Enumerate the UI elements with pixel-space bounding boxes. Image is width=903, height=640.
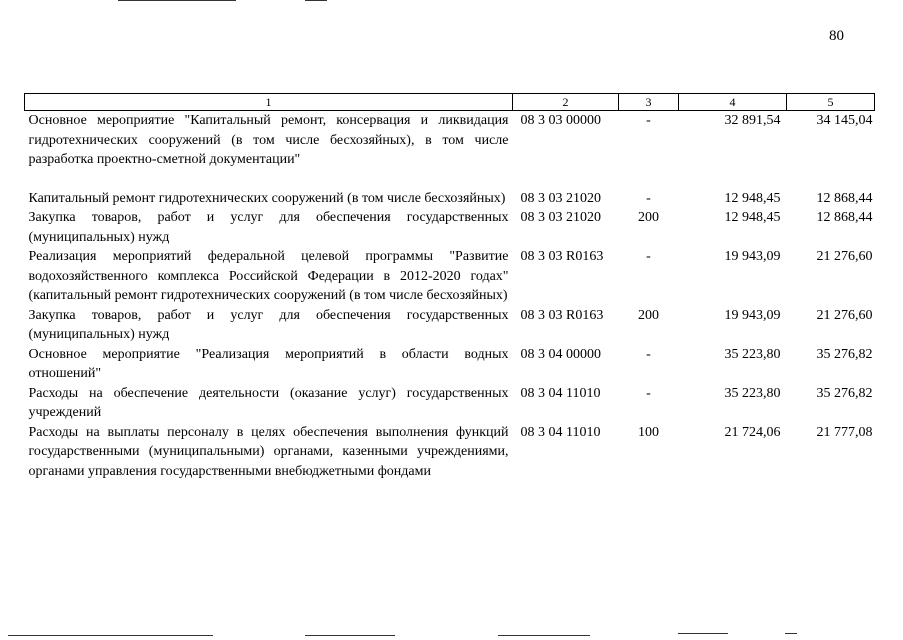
row-name: Основное мероприятие "Реализация мероприятий в области водных отношений": [28, 346, 509, 381]
header-col-1: 1: [25, 94, 513, 111]
row-value-2: 21 777,08: [816, 424, 873, 440]
row-code: 08 3 04 11010: [520, 385, 601, 401]
scan-artifact-line: [305, 0, 327, 1]
header-col-3: 3: [619, 94, 679, 111]
table-row: [25, 189, 875, 209]
row-value-2: 12 868,44: [816, 210, 873, 225]
table-row: [25, 247, 875, 306]
row-value-1: 19 943,09: [724, 307, 781, 323]
table-row: [25, 345, 875, 384]
row-value-1: 32 891,54: [724, 113, 781, 128]
header-col-5: 5: [787, 94, 875, 111]
budget-table: [24, 93, 875, 481]
row-type: 100: [638, 424, 659, 440]
table-row: [25, 423, 875, 482]
table-row: [25, 306, 875, 345]
row-value-1: 35 223,80: [724, 385, 781, 401]
row-type: -: [646, 385, 651, 401]
page-number: 80: [829, 28, 844, 44]
row-value-1: 12 948,45: [724, 190, 781, 206]
row-name: Закупка товаров, работ и услуг для обеспечения государственных (муниципальных) нужд: [28, 307, 509, 342]
scan-artifact-line: [678, 633, 728, 634]
row-value-2: 35 276,82: [816, 385, 873, 401]
row-value-1: 35 223,80: [724, 346, 781, 362]
row-code: 08 3 03 R0163: [520, 249, 604, 264]
row-value-2: 34 145,04: [816, 113, 873, 128]
scan-artifact-line: [305, 635, 395, 636]
row-value-2: 21 276,60: [816, 249, 873, 264]
scan-artifact-line: [8, 635, 213, 636]
row-type: -: [646, 113, 651, 128]
row-value-1: 21 724,06: [724, 424, 781, 440]
row-value-2: 21 276,60: [816, 307, 873, 323]
scan-artifact-line: [785, 633, 797, 634]
row-type: -: [646, 190, 651, 206]
row-value-2: 35 276,82: [816, 346, 873, 362]
row-type: 200: [638, 307, 659, 323]
row-type: -: [646, 249, 651, 264]
row-value-2: 12 868,44: [816, 190, 873, 206]
row-name: Расходы на выплаты персоналу в целях обеспечения выполнения функций государственными (муниципальными) органами, казенными учреждениями, органами управления государственными внебюджетными фондами: [28, 424, 509, 479]
row-value-1: 12 948,45: [724, 210, 781, 225]
row-name: Закупка товаров, работ и услуг для обеспечения государственных (муниципальных) нужд: [28, 210, 509, 245]
table-header-row: [25, 94, 875, 111]
row-type: -: [646, 346, 651, 362]
row-code: 08 3 03 21020: [520, 190, 601, 206]
row-value-1: 19 943,09: [724, 249, 781, 264]
row-name: Основное мероприятие "Капитальный ремонт, консервация и ликвидация гидротехнических сооружений (в том числе бесхозяйных), в том числе разработка проектно-сметной документации": [28, 113, 509, 167]
table-row: [25, 111, 875, 189]
row-code: 08 3 04 00000: [520, 346, 601, 362]
row-type: 200: [638, 210, 659, 225]
row-name: Капитальный ремонт гидротехнических сооружений (в том числе бесхозяйных): [28, 190, 506, 206]
table-row: [25, 384, 875, 423]
row-name: Реализация мероприятий федеральной целевой программы "Развитие водохозяйственного комплекса Российской Федерации в 2012-2020 годах" (капитальный ремонт гидротехнических сооружений (в том числе бесхозяйных): [28, 249, 509, 303]
row-code: 08 3 04 11010: [520, 424, 601, 440]
scan-artifact-line: [498, 635, 590, 636]
table-row: [25, 208, 875, 247]
row-code: 08 3 03 00000: [520, 113, 601, 128]
header-col-2: 2: [513, 94, 619, 111]
row-code: 08 3 03 R0163: [520, 307, 604, 323]
scan-artifact-line: [118, 0, 236, 1]
row-code: 08 3 03 21020: [520, 210, 601, 225]
row-name: Расходы на обеспечение деятельности (оказание услуг) государственных учреждений: [28, 385, 509, 420]
header-col-4: 4: [679, 94, 787, 111]
